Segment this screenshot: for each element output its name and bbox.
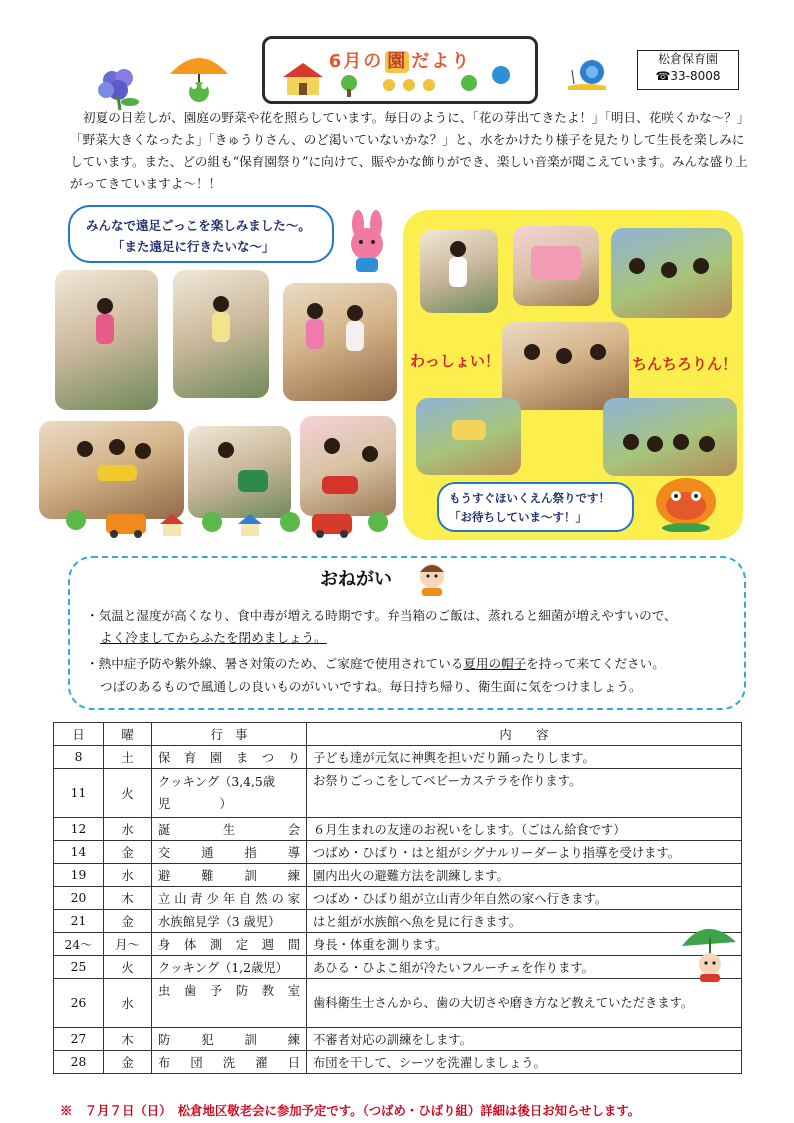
photo-rope-swing: [55, 270, 158, 410]
request-item-1-emphasis: よく冷ましてからふたを閉めましょう。: [100, 630, 327, 645]
day-cell: 28: [54, 1051, 104, 1074]
day-cell: 26: [54, 979, 104, 1028]
weekday-cell: 金: [104, 910, 152, 933]
event-cell: 布団洗濯日: [152, 1051, 307, 1074]
event-cell: 保育園まつり: [152, 746, 307, 769]
day-cell: 20: [54, 887, 104, 910]
header-detail: 内 容: [307, 723, 742, 746]
title-en-badge: 園: [387, 51, 408, 72]
frog-umbrella-icon: [166, 48, 232, 106]
rabbit-mascot-icon: [338, 210, 396, 276]
excursion-speech-bubble: [68, 205, 334, 263]
day-cell: 19: [54, 864, 104, 887]
detail-cell: つばめ・ひばり・はと組がシグナルリーダーより指導を受けます。: [307, 841, 742, 864]
table-row: [54, 841, 742, 864]
weekday-cell: 水: [104, 864, 152, 887]
day-cell: 25: [54, 956, 104, 979]
photo-group-parade: [603, 398, 737, 476]
event-schedule-table: [53, 722, 742, 1074]
detail-cell: ６月生まれの友達のお祝いをします。（ごはん給食です）: [307, 818, 742, 841]
festival-bubble-line1: もうすぐほいくえん祭りです！: [449, 491, 610, 505]
event-cell: 防犯訓練: [152, 1028, 307, 1051]
weekday-cell: 火: [104, 769, 152, 818]
weekday-cell: 水: [104, 818, 152, 841]
day-cell: 12: [54, 818, 104, 841]
photo-children-with-teacher: [39, 421, 184, 519]
school-info-box: [637, 50, 739, 90]
girl-pointing-icon: [412, 560, 452, 596]
detail-cell: お祭りごっこをしてベビーカステラを作ります。: [307, 769, 742, 818]
table-row: [54, 864, 742, 887]
event-cell: クッキング（3,4,5歳児 ）: [152, 769, 307, 818]
detail-cell: つばめ・ひばり組が立山青少年自然の家へ行きます。: [307, 887, 742, 910]
detail-cell: はと組が水族館へ魚を見に行きます。: [307, 910, 742, 933]
event-cell: クッキング（1,2歳児）: [152, 956, 307, 979]
event-cell: 誕生会: [152, 818, 307, 841]
photo-child-on-mat: [173, 270, 269, 398]
photo-pink-decoration: [513, 226, 599, 306]
table-row: [54, 746, 742, 769]
festival-bubble-line2: 「お待ちしていま～す！」: [449, 510, 587, 524]
title-suffix: だより: [411, 51, 472, 72]
event-cell: 立山青少年自然の家: [152, 887, 307, 910]
event-cell: 交通指導: [152, 841, 307, 864]
detail-cell: 布団を干して、シーツを洗濯しましょう。: [307, 1051, 742, 1074]
detail-cell: 身長・体重を測ります。: [307, 933, 742, 956]
table-row: [54, 818, 742, 841]
photo-festival-dance: [502, 322, 629, 410]
event-cell: 水族館見学（3 歳児）: [152, 910, 307, 933]
footnote-notice: ※ ７月７日（日） 松倉地区敬老会に参加予定です。（つばめ・ひばり組）詳細は後日お知らせします。: [60, 1103, 640, 1118]
table-row: [54, 933, 742, 956]
newsletter-title-banner: [262, 36, 538, 104]
school-phone: ☎33-8008: [655, 69, 721, 83]
photo-lunch-picnic: [283, 283, 397, 401]
table-row: [54, 910, 742, 933]
detail-cell: あひる・ひよこ組が冷たいフルーチェを作ります。: [307, 956, 742, 979]
shout-wasshoi: わっしょい！: [410, 352, 500, 370]
table-row: [54, 1028, 742, 1051]
event-cell: 虫歯予防教室: [152, 979, 307, 1028]
school-name: 松倉保育園: [657, 52, 718, 66]
festival-speech-bubble: [437, 482, 634, 532]
excursion-bubble-line2: 「また遠足に行きたいな～」: [112, 239, 275, 254]
photo-child-with-backpack: [188, 426, 291, 518]
excursion-bubble-line1: みんなで遠足ごっこを楽しみました～。: [86, 218, 311, 233]
photo-children-with-toy-car: [300, 416, 396, 516]
day-cell: 27: [54, 1028, 104, 1051]
table-row: [54, 887, 742, 910]
event-cell: 避難訓練: [152, 864, 307, 887]
photo-portable-shrine: [416, 398, 521, 475]
detail-cell: 子ども達が元気に神輿を担いだり踊ったりします。: [307, 746, 742, 769]
day-cell: 8: [54, 746, 104, 769]
weekday-cell: 金: [104, 841, 152, 864]
leaf-umbrella-child-icon: [680, 920, 738, 982]
request-item-2: [86, 653, 665, 675]
detail-cell: 園内出火の避難方法を訓練します。: [307, 864, 742, 887]
request-item-2-emphasis: 夏用の帽子: [463, 656, 527, 671]
table-row: [54, 979, 742, 1028]
town-bus-border-icon: [62, 506, 402, 540]
table-row: [54, 1051, 742, 1074]
day-cell: 14: [54, 841, 104, 864]
shout-chinchirorin: ちんちろりん！: [632, 355, 738, 373]
day-cell: 21: [54, 910, 104, 933]
day-cell: 24～: [54, 933, 104, 956]
event-cell: 身体測定週間: [152, 933, 307, 956]
requests-title: おねがい: [320, 569, 392, 590]
weekday-cell: 月～: [104, 933, 152, 956]
weekday-cell: 土: [104, 746, 152, 769]
table-row: [54, 956, 742, 979]
header-weekday: 曜: [104, 723, 152, 746]
hydrangea-icon: [96, 66, 144, 112]
header-event: 行 事: [152, 723, 307, 746]
kindergarten-scene-icon: [279, 61, 519, 97]
detail-cell: 歯科衛生士さんから、歯の大切さや磨き方など教えていただきます。: [307, 979, 742, 1028]
request-item-1: ・気温と湿度が高くなり、食中毒が増える時期です。弁当箱のご飯は、蒸れると細菌が増えやすいので、: [86, 608, 677, 623]
header-day: 日: [54, 723, 104, 746]
request-item-2-text: ・熱中症予防や紫外線、暑さ対策のため、ご家庭で使用されている: [86, 656, 464, 671]
lion-dance-mascot-icon: [652, 472, 720, 532]
weekday-cell: 金: [104, 1051, 152, 1074]
weekday-cell: 木: [104, 1028, 152, 1051]
schedule-header-row: [54, 723, 742, 746]
intro-paragraph: 初夏の日差しが、園庭の野菜や花を照らしています。毎日のように、「花の芽出てきたよ！」「明日、花咲くかな～？」「野菜大きくなったよ」「きゅうりさん、のど渇いていないかな？」と、水をかけたり様子を見たりして生長を楽しみにしています。また、どの組も“保育園祭り”に向けて、賑やかな飾りができ、楽しい音楽が聞こえています。みんな盛り上がってきていますよ～！！: [70, 110, 750, 191]
weekday-cell: 木: [104, 887, 152, 910]
photo-dancing-outdoors: [611, 228, 732, 318]
title-month: 6月の: [328, 51, 384, 72]
day-cell: 11: [54, 769, 104, 818]
detail-cell: 不審者対応の訓練をします。: [307, 1028, 742, 1051]
table-row: [54, 769, 742, 818]
weekday-cell: 水: [104, 979, 152, 1028]
weekday-cell: 火: [104, 956, 152, 979]
snail-icon: [566, 56, 610, 92]
request-item-2-line2: つばのあるもので風通しの良いものがいいですね。毎日持ち帰り、衛生面に気をつけましょう。: [100, 679, 642, 694]
photo-child-with-box: [420, 229, 498, 313]
request-item-2-tail: を持って来てください。: [526, 656, 665, 671]
